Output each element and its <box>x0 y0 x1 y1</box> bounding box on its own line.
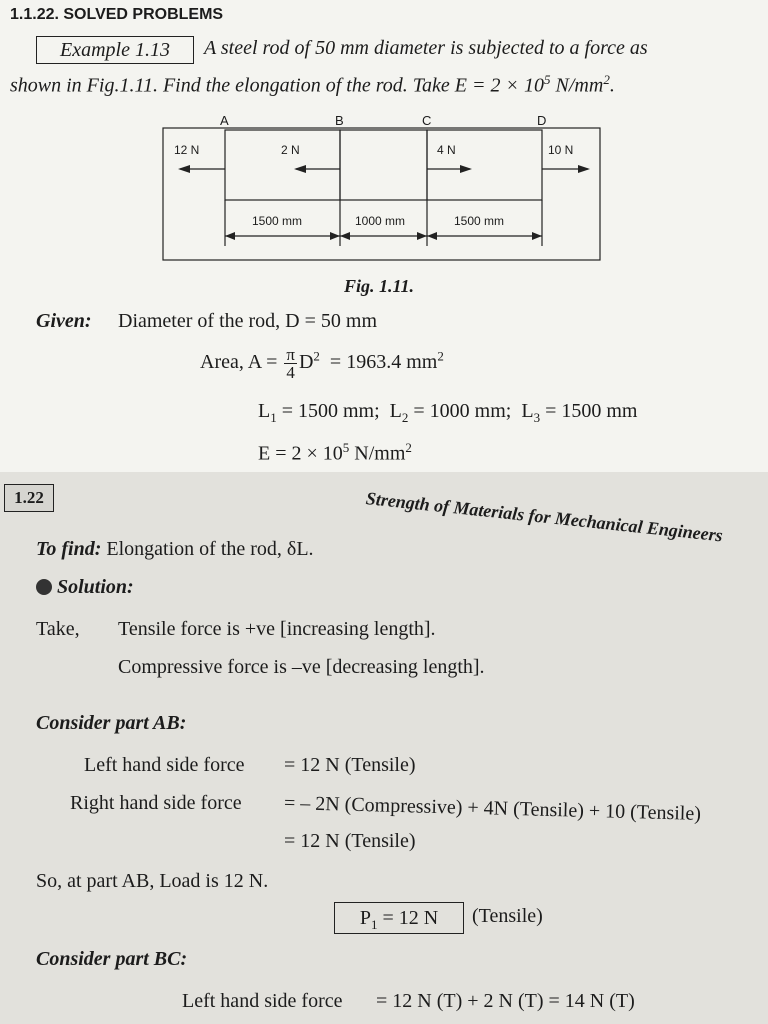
part-bc-heading: Consider part BC: <box>36 948 188 970</box>
bc-lhs-value: = 12 N (T) + 2 N (T) = 14 N (T) <box>376 990 635 1012</box>
arrowhead-4n <box>460 165 472 173</box>
rod-segment-ab <box>225 130 340 200</box>
take-label: Take, <box>36 618 80 640</box>
point-c: C <box>422 113 432 128</box>
problem-line-1: A steel rod of 50 mm diameter is subjected to a force as <box>204 37 648 59</box>
lhs-value: = 12 N (Tensile) <box>284 754 416 776</box>
top-page <box>0 0 768 472</box>
rod-figure <box>0 0 768 300</box>
arrowhead-10n <box>578 165 590 173</box>
example-label: Example 1.13 <box>60 39 170 61</box>
arrowhead-2n <box>294 165 306 173</box>
part-ab-heading: Consider part AB: <box>36 712 187 734</box>
solution-heading: Solution: <box>36 576 134 599</box>
point-b: B <box>335 113 344 128</box>
force-label-10n: 10 N <box>548 143 574 157</box>
arrowhead-12n <box>178 165 190 173</box>
problem-line-2: shown in Fig.1.11. Find the elongation of the rod. Take $E = 2 \times 10^5$ $N/mm^2$. <box>10 72 615 97</box>
lengths-equation: $L_1 = 1500$ mm; $L_2 = 1000$ mm; $L_3 = 1500$ mm <box>258 400 638 425</box>
force-label-4n: 4 N <box>437 143 456 157</box>
p1-result-box: $P_1 = 12$ N <box>334 902 464 934</box>
bottom-page <box>0 472 768 1024</box>
take-line-2: Compressive force is –ve [decreasing length]. <box>118 656 485 678</box>
figure-border <box>163 128 600 260</box>
rhs-value-2: = 12 N (Tensile) <box>284 830 416 852</box>
point-d: D <box>537 113 547 128</box>
force-label-2n: 2 N <box>281 143 300 157</box>
length-label-cd: 1500 mm <box>454 214 505 228</box>
modulus-equation: $E = 2 \times 10^5$ $N/mm^2$ <box>258 440 412 465</box>
take-line-1: Tensile force is +ve [increasing length]. <box>118 618 436 640</box>
length-label-ab: 1500 mm <box>252 214 303 228</box>
to-find: To find: Elongation of the rod, δL. <box>36 538 314 560</box>
load-text: So, at part AB, Load is 12 N. <box>36 870 269 892</box>
running-header: Strength of Materials for Mechanical Engineers <box>365 488 724 546</box>
force-label-12n: 12 N <box>174 143 200 157</box>
given-label: Given: <box>36 310 92 332</box>
rhs-label: Right hand side force <box>70 792 242 814</box>
bc-lhs-label: Left hand side force <box>182 990 343 1012</box>
page-number: 1.22 <box>4 484 54 512</box>
smiley-icon <box>36 579 52 595</box>
area-equation: Area, A = $\frac{\pi}{4}$ $D^2 = 1963.4$ $mm^2$ <box>200 345 444 382</box>
point-a: A <box>220 113 229 128</box>
figure-caption: Fig. 1.11. <box>344 276 415 296</box>
rhs-value: = – 2N (Compressive) + 4N (Tensile) + 10 (Tensile) <box>283 792 702 825</box>
length-label-bc: 1000 mm <box>355 214 406 228</box>
rod-segment-bc <box>340 130 427 200</box>
p1-note: (Tensile) <box>472 905 543 927</box>
lhs-label: Left hand side force <box>84 754 245 776</box>
given-diameter: Diameter of the rod, D = 50 mm <box>118 310 377 332</box>
section-heading: 1.1.22. SOLVED PROBLEMS <box>10 6 224 23</box>
rod-segment-cd <box>427 130 542 200</box>
